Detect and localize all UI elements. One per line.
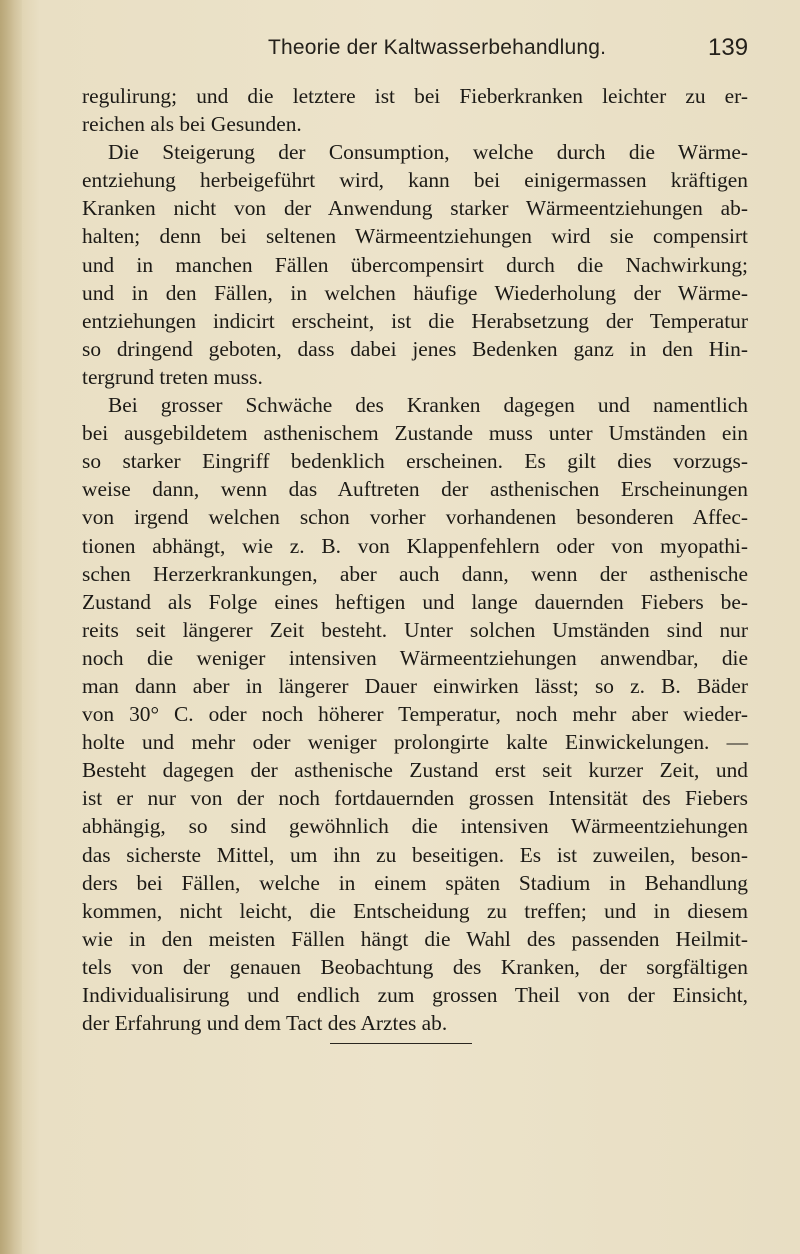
page-number: 139 [708,34,749,61]
text-line: kommen, nicht leicht, die Entscheidung zu treffen; und in diesem [82,898,748,923]
text-line: so starker Eingriff bedenklich erscheinen. Es gilt dies vorzugs- [82,449,748,474]
text-line: und in den Fällen, in welchen häufige Wiederholung der Wärme- [82,280,748,305]
text-line: reichen als bei Gesunden. [82,112,302,137]
section-divider-rule [330,1043,472,1044]
text-line: ist er nur von der noch fortdauernden grossen Intensität des Fiebers [82,786,748,811]
text-line: tels von der genauen Beobachtung des Kranken, der sorgfältigen [82,954,748,979]
text-line: noch die weniger intensiven Wärmeentziehungen anwendbar, die [82,645,748,670]
text-line: regulirung; und die letztere ist bei Fieberkranken leichter zu er- [82,84,748,108]
text-line: entziehungen indicirt erscheint, ist die Herabsetzung der Temperatur [82,308,748,333]
text-line: das sicherste Mittel, um ihn zu beseitigen. Es ist zuweilen, beson- [82,842,748,867]
text-line: und in manchen Fällen übercompensirt durch die Nachwirkung; [82,252,748,277]
text-line: so dringend geboten, dass dabei jenes Bedenken ganz in den Hin- [82,336,748,361]
text-line: ders bei Fällen, welche in einem späten Stadium in Behandlung [82,870,748,895]
text-line: Bei grosser Schwäche des Kranken dagegen und namentlich [108,393,748,418]
text-line: Individualisirung und endlich zum grossen Theil von der Einsicht, [82,983,748,1007]
text-line: Zustand als Folge eines heftigen und lange dauernden Fiebers be- [82,589,748,614]
text-line: von irgend welchen schon vorher vorhandenen besonderen Affec- [82,505,748,530]
text-line: abhängig, so sind gewöhnlich die intensiven Wärmeentziehungen [82,814,748,839]
page-header [0,28,800,68]
text-line: von 30° C. oder noch höherer Temperatur, noch mehr aber wieder- [82,702,748,727]
text-line: man dann aber in längerer Dauer einwirken lässt; so z. B. Bäder [82,673,748,698]
text-line: tionen abhängt, wie z. B. von Klappenfehlern oder von myopathi- [82,533,748,558]
text-line: Kranken nicht von der Anwendung starker Wärmeentziehungen ab- [82,196,748,221]
running-head: Theorie der Kaltwasserbehandlung. [268,36,607,59]
text-line: schen Herzerkrankungen, aber auch dann, wenn der asthenische [82,561,748,586]
body-text [82,82,748,1037]
text-line: wie in den meisten Fällen hängt die Wahl des passenden Heilmit- [82,926,748,951]
text-line: tergrund treten muss. [82,364,263,389]
text-line: der Erfahrung und dem Tact des Arztes ab. [82,1011,448,1036]
text-line: Besteht dagegen der asthenische Zustand erst seit kurzer Zeit, und [82,758,748,783]
text-line: Die Steigerung der Consumption, welche durch die Wärme- [108,140,748,165]
text-line: holte und mehr oder weniger prolongirte kalte Einwickelungen. — [82,730,748,755]
page-binding-edge [0,0,22,1254]
text-line: entziehung herbeigeführt wird, kann bei einigermassen kräftigen [82,168,748,193]
text-line: reits seit längerer Zeit besteht. Unter solchen Umständen sind nur [82,617,748,642]
text-line: halten; denn bei seltenen Wärmeentziehungen wird sie compensirt [82,224,748,249]
text-line: bei ausgebildetem asthenischem Zustande muss unter Umständen ein [82,421,748,446]
text-line: weise dann, wenn das Auftreten der asthenischen Erscheinungen [82,477,748,502]
